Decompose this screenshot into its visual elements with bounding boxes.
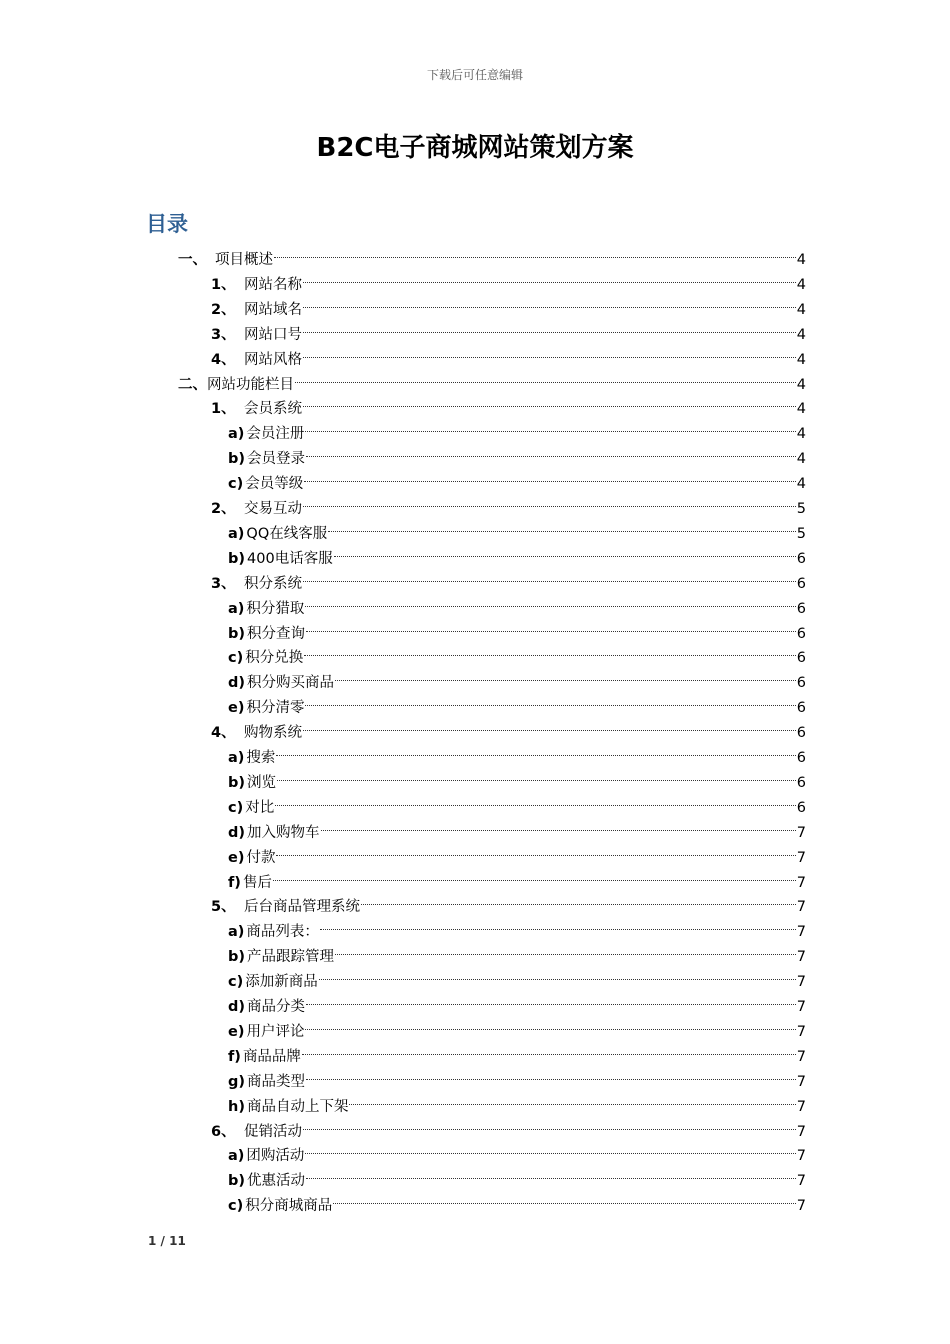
toc-entry[interactable] [228,1086,806,1115]
toc-entry-page: 6 [796,725,806,742]
toc-dot-leader [306,613,796,638]
toc-dot-leader [305,687,795,712]
toc-entry-label: 会员登录 [247,451,306,468]
toc-entry[interactable] [228,961,806,991]
toc-dot-leader [305,588,795,613]
toc-entry[interactable] [228,1061,806,1090]
toc-entry-label: 网站功能栏目 [207,376,294,393]
toc-entry-number: d) [228,675,246,692]
toc-entry[interactable] [211,488,806,517]
toc-entry-number: a) [228,525,245,542]
toc-dot-leader [274,239,796,264]
toc-entry[interactable] [211,712,806,742]
toc-entry-label: 网站名称 [244,276,302,293]
toc-entry-label: 积分购买商品 [247,675,335,692]
toc-dot-leader [273,862,796,887]
toc-entry-page: 4 [796,276,806,293]
toc-entry-page: 7 [796,1123,806,1140]
page-header: 下载后可任意编辑 [426,68,523,82]
toc-entry-number: g) [228,1073,246,1090]
toc-entry-page: 7 [796,949,806,966]
toc-entry-page: 7 [796,1098,806,1115]
toc-entry[interactable] [178,239,806,268]
toc-entry-number: e) [228,700,245,717]
toc-dot-leader [303,712,796,737]
toc-entry-label: 项目概述 [215,252,273,268]
toc-entry-number: d) [228,824,246,841]
document-title: B2C电子商城网站策划方案 [316,133,634,163]
toc-entry-number: b) [228,774,246,791]
toc-entry-label: 400电话客服 [247,550,333,567]
toc-entry-page: 7 [796,899,806,916]
toc-dot-leader [305,413,795,438]
toc-entry-number: f) [228,874,241,891]
toc-entry-page: 6 [796,799,806,816]
toc-entry[interactable] [228,613,806,642]
toc-entry-label: 网站口号 [244,326,302,343]
toc-entry-number: 6、 [211,1123,236,1140]
toc-entry[interactable] [228,1011,806,1040]
toc-entry-page: 7 [796,874,806,891]
toc-entry-number: b) [228,550,246,567]
toc-dot-leader [303,289,796,314]
toc-entry-page: 4 [796,451,806,468]
toc-entry-number: 4、 [211,725,236,742]
toc-entry-label: 会员注册 [246,426,305,443]
toc-entry-number: b) [228,625,246,642]
toc-entry-page: 7 [796,1148,806,1165]
toc-entry-label: 商品自动上下架 [246,1098,349,1115]
toc-entry-number: a) [228,426,245,443]
toc-entry[interactable] [228,812,806,841]
toc-entry-page: 4 [796,376,806,393]
toc-entry-number: b) [228,451,246,468]
toc-dot-leader [334,538,796,563]
toc-entry-number: a) [228,600,245,617]
toc-dot-leader [321,812,796,837]
toc-entry-number: 1、 [211,401,236,418]
toc-entry-number: h) [228,1098,245,1115]
toc-entry-number: 3、 [211,575,236,592]
toc-entry-number: a) [228,750,245,766]
toc-dot-leader [305,1135,795,1160]
toc-entry-page: 7 [796,999,806,1015]
toc-entry-page: 6 [796,575,806,592]
toc-entry-label: 网站域名 [244,301,302,318]
toc-dot-leader [305,1011,795,1036]
toc-entry[interactable] [228,687,806,717]
toc-entry-number: 1、 [211,276,236,293]
toc-entry-page: 4 [796,476,806,493]
toc-dot-leader [303,563,796,588]
toc-entry-number: c) [228,1198,244,1215]
toc-entry[interactable] [228,936,806,966]
toc-entry[interactable] [211,886,806,916]
toc-entry-label: 购物系统 [244,725,302,742]
toc-entry-page: 4 [796,326,806,343]
toc-dot-leader [304,637,796,662]
toc-entry-label: 后台商品管理系统 [244,899,360,916]
toc-entry[interactable] [211,563,806,592]
toc-entry[interactable] [211,339,806,368]
toc-dot-leader [320,911,796,936]
toc-entry-label: 用户评论 [246,1023,305,1040]
toc-entry-label: 商品列表： [246,924,319,941]
toc-entry[interactable] [228,762,806,791]
toc-entry-label: 加入购物车 [247,824,320,841]
toc-entry[interactable] [228,1036,806,1065]
toc-dot-leader [303,339,796,364]
toc-entry-label: 商品分类 [247,999,306,1015]
toc-entry-label: 积分清零 [246,700,305,717]
toc-dot-leader [303,488,796,513]
toc-entry-label: 会员等级 [245,476,304,493]
toc-entry-label: 网站风格 [244,351,302,368]
toc-entry-page: 7 [796,1073,806,1090]
toc-dot-leader [335,936,796,961]
toc-entry-label: 浏览 [247,774,277,791]
toc-entry-page: 4 [796,426,806,443]
toc-entry-page: 6 [796,625,806,642]
toc-entry-label: QQ在线客服 [246,525,328,542]
toc-entry-label: 添加新商品 [245,974,318,991]
toc-entry-page: 5 [796,501,806,517]
toc-entry-number: 5、 [211,899,236,916]
toc-entry-page: 6 [796,774,806,791]
toc-entry-number: 二、 [178,376,207,393]
toc-entry-page: 6 [796,550,806,567]
toc-entry-number: 2、 [211,301,236,318]
toc-dot-leader [306,438,796,463]
toc-entry-page: 4 [796,401,806,418]
toc-entry-label: 商品品牌 [242,1048,301,1065]
toc-entry-page: 4 [796,351,806,368]
toc-entry-page: 7 [796,974,806,991]
toc-entry-page: 7 [796,924,806,941]
toc-entry[interactable] [211,289,806,318]
toc-entry-page: 6 [796,700,806,717]
toc-entry-label: 优惠活动 [247,1173,306,1190]
toc-entry[interactable] [228,986,806,1015]
toc-entry[interactable] [228,837,806,866]
toc-entry-number: 3、 [211,326,236,343]
toc-entry-number: c) [228,799,244,816]
toc-dot-leader [333,1185,796,1210]
toc-entry-number: f) [228,1048,241,1065]
toc-entry-number: a) [228,1148,245,1165]
toc-entry-label: 对比 [245,799,275,816]
toc-entry-label: 搜索 [246,750,276,766]
toc-entry[interactable] [228,737,806,766]
toc-dot-leader [361,886,796,911]
toc-entry[interactable] [228,413,806,443]
toc-dot-leader [319,961,796,986]
toc-entry-page: 7 [796,1048,806,1065]
toc-entry[interactable] [228,787,806,816]
toc-entry-page: 7 [796,824,806,841]
toc-entry-number: e) [228,1023,245,1040]
toc-entry-number: 一、 [178,252,207,268]
toc-dot-leader [302,1036,796,1061]
toc-entry-page: 6 [796,675,806,692]
toc-entry-number: c) [228,476,244,493]
toc-entry-label: 积分猎取 [246,600,305,617]
toc-dot-leader [306,1061,796,1086]
toc-entry-page: 7 [796,1173,806,1190]
toc-dot-leader [335,662,796,687]
toc-entry[interactable] [211,1111,806,1140]
toc-dot-leader [306,1160,796,1185]
toc-entry-label: 会员系统 [244,401,302,418]
toc-dot-leader [276,737,795,762]
toc-dot-leader [277,762,796,787]
toc-entry[interactable] [228,513,806,542]
toc-entry[interactable] [228,538,806,567]
toc-entry-page: 5 [796,525,806,542]
toc-heading: 目录 [146,212,188,236]
toc-dot-leader [303,388,796,413]
toc-entry-label: 交易互动 [244,501,302,517]
toc-dot-leader [303,1111,796,1136]
toc-entry-label: 付款 [246,849,276,866]
toc-entry[interactable] [211,388,806,418]
toc-entry-label: 产品跟踪管理 [247,949,335,966]
toc-entry-label: 团购活动 [246,1148,305,1165]
toc-entry-page: 7 [796,849,806,866]
toc-entry-number: c) [228,650,244,667]
toc-entry[interactable] [228,862,806,891]
toc-dot-leader [303,264,796,289]
toc-entry[interactable] [228,637,806,667]
toc-entry-label: 售后 [242,874,272,891]
toc-entry-page: 7 [796,1198,806,1215]
toc-entry-label: 积分商城商品 [245,1198,333,1215]
toc-entry-page: 7 [796,1023,806,1040]
toc-entry[interactable] [211,314,806,343]
toc-entry-page: 6 [796,600,806,617]
toc-dot-leader [306,986,796,1011]
toc-entry-label: 积分系统 [244,575,302,592]
toc-entry-number: 4、 [211,351,236,368]
toc-entry-number: e) [228,849,245,866]
toc-entry-page: 6 [796,650,806,667]
toc-entry-number: 2、 [211,501,236,517]
toc-entry-number: a) [228,924,245,941]
toc-entry[interactable] [228,1185,806,1215]
toc-entry-number: b) [228,949,246,966]
toc-entry-number: b) [228,1173,246,1190]
toc-dot-leader [304,463,796,488]
toc-entry[interactable] [228,662,806,692]
toc-entry-label: 积分查询 [247,625,306,642]
toc-entry[interactable] [228,438,806,468]
toc-dot-leader [303,314,796,339]
toc-dot-leader [276,837,795,862]
toc-entry[interactable] [228,588,806,617]
toc-entry[interactable] [228,911,806,941]
toc-entry-page: 4 [796,252,806,268]
toc-entry-label: 促销活动 [244,1123,302,1140]
toc-entry-page: 4 [796,301,806,318]
toc-entry[interactable] [228,1135,806,1165]
toc-dot-leader [295,364,796,389]
toc-dot-leader [328,513,796,538]
toc-entry[interactable] [178,364,806,393]
toc-entry-label: 积分兑换 [245,650,304,667]
toc-dot-leader [275,787,796,812]
toc-dot-leader [349,1086,795,1111]
toc-entry[interactable] [228,1160,806,1190]
toc-entry-number: d) [228,999,246,1015]
toc-entry-number: c) [228,974,244,991]
toc-entry-page: 6 [796,750,806,766]
toc-entry-label: 商品类型 [247,1073,306,1090]
toc-entry[interactable] [211,264,806,293]
toc-entry[interactable] [228,463,806,493]
page-number: 1 / 11 [148,1234,186,1248]
